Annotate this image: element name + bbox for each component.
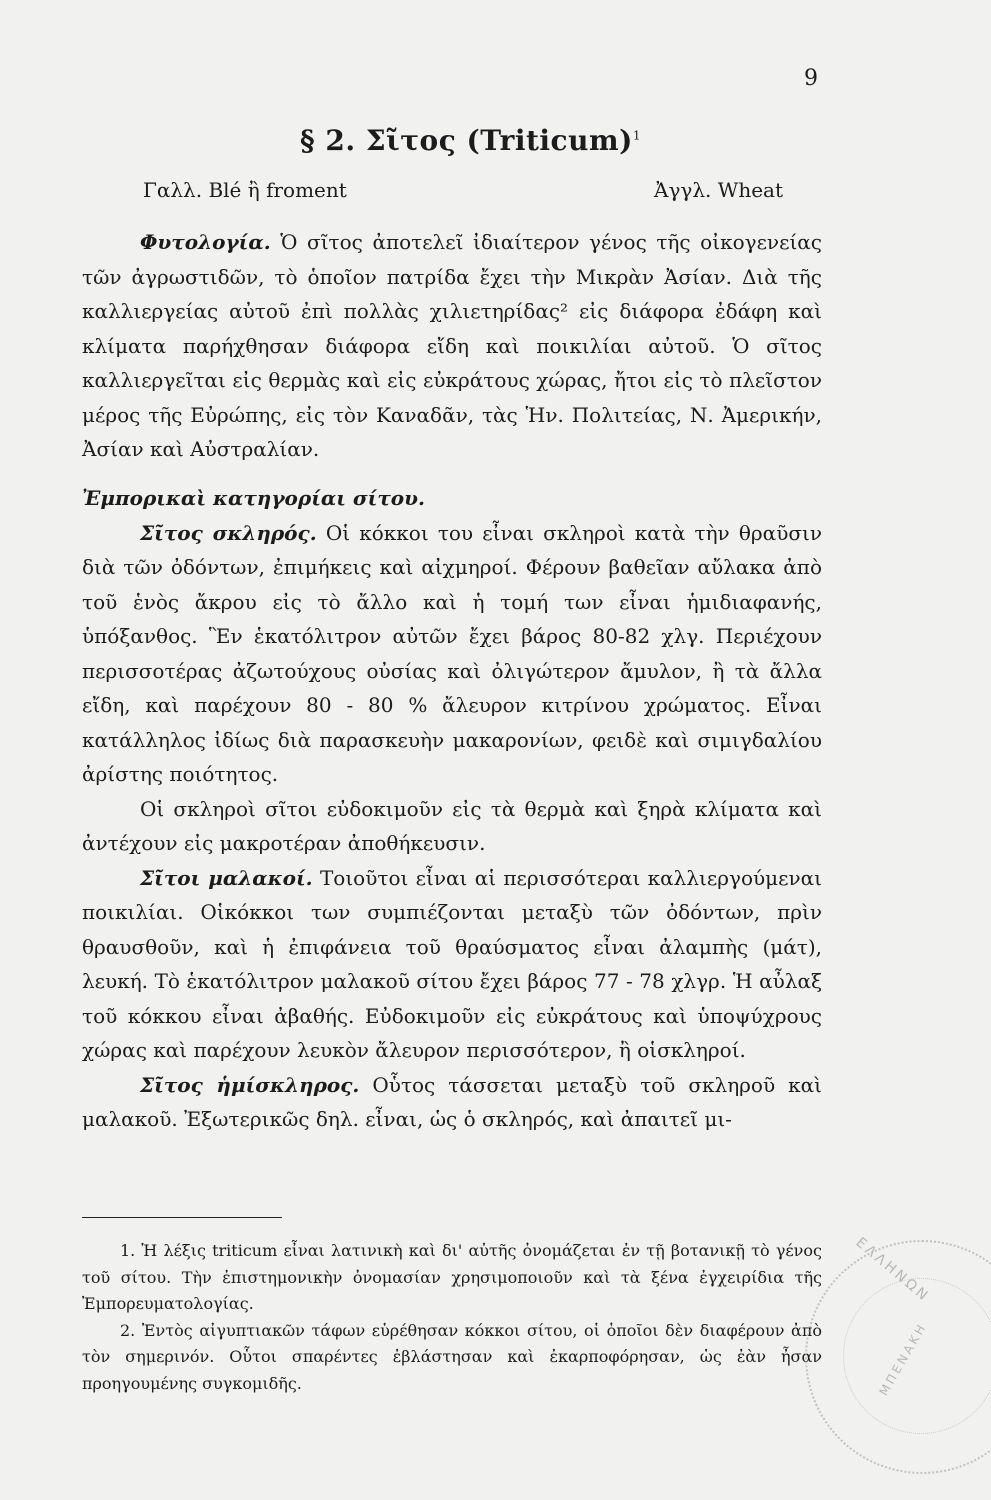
paragraph-text: Ὁ σῖτος ἀποτελεῖ ἰδιαίτερον γένος τῆς οἰκογενείας τῶν ἀγρωστιδῶν, τὸ ὁποῖον πατρίδα ἔχει τὴν Μικρὰν Ἀσίαν. Διὰ τῆς καλλιεργείας αὐτοῦ ἐπὶ πολλὰς χιλιετηρίδας² εἰς διάφορα ἐδάφη καὶ κλίματα παρήχθησαν διάφορα εἴδη καὶ ποικιλίαι αὐτοῦ. Ὁ σῖτος καλλιεργεῖται εἰς θερμὰς καὶ εἰς εὐκράτους χώρας, ἤτοι εἰς τὸ πλεῖστον μέρος τῆς Εὐρώπης, εἰς τὸν Καναδᾶν, τὰς Ἡν. Πολιτείας, Ν. Ἀμερικήν, Ἀσίαν καὶ Αὐστραλίαν. bbox=[82, 230, 822, 461]
paragraph-text: Οἱ κόκκοι του εἶναι σκληροὶ κατὰ τὴν θραῦσιν διὰ τῶν ὀδόντων, ἐπιμήκεις καὶ αἰχμηροί. Φέρουν βαθεῖαν αὔλακα ἀπὸ τοῦ ἑνὸς ἄκρου εἰς τὸ ἄλλο καὶ ἡ τομή των εἶναι ἡμιδιαφανής, ὑπόξανθος. Ἓν ἑκατόλιτρον αὐτῶν ἔχει βάρος 80-82 χλγ. Περιέχουν περισσοτέρας ἀζωτούχους οὐσίας καὶ ὀλιγώτερον ἄμυλον, ἢ τὰ ἄλλα εἴδη, καὶ παρέχουν 80 - 80 % ἄλευρον κιτρίνου χρώματος. Εἶναι κατάλληλος ἰδίως διὰ παρασκευὴν μακαρονίων, φειδὲ καὶ σιμιγδαλίου ἀρίστης ποιότητος. bbox=[82, 520, 822, 786]
section-heading-title: § 2. Σῖτος (Triticum) bbox=[300, 124, 633, 157]
footnote-1: 1. Ἡ λέξις triticum εἶναι λατινικὴ καὶ δι' αὐτῆς ὀνομάζεται ἐν τῇ βοτανικῇ τὸ γένος τοῦ σίτου. Τὴν ἐπιστημονικὴν ὀνομασίαν χρησιμοποιοῦν καὶ τὰ ξένα ἐγχειρίδια τῆς Ἐμπορευματολογίας. bbox=[82, 1241, 822, 1313]
stamp-lettering-top: ΕΛΛΗΝΩΝ bbox=[852, 1234, 933, 1306]
english-name: Ἀγγλ. Wheat bbox=[654, 178, 783, 202]
footnote-divider bbox=[82, 1217, 282, 1218]
page-number: 9 bbox=[804, 66, 818, 91]
footnote-2: 2. Ἐντὸς αἰγυπτιακῶν τάφων εὑρέθησαν κόκκοι σίτου, οἱ ὁποῖοι δὲν διαφέρουν ἀπὸ τὸν σημερινόν. Οὗτοι σπαρέντες ἐβλάστησαν καὶ ἐκαρποφόρησαν, ὡς ἐὰν ἦσαν προηγουμένης συγκομιδῆς. bbox=[82, 1320, 822, 1393]
french-name: Γαλλ. Blé ἢ froment bbox=[143, 178, 347, 202]
hard-wheat-paragraph bbox=[82, 516, 822, 792]
categories-block bbox=[82, 481, 822, 1137]
paragraph-label: Σῖτος σκληρός. bbox=[140, 520, 317, 545]
stamp-lettering-side: ΜΠΕΝΑΚΗ bbox=[876, 1319, 930, 1399]
library-stamp bbox=[805, 1234, 991, 1474]
paragraph-label: Σῖτος ἡμίσκληρος. bbox=[140, 1072, 360, 1097]
paragraph-label: Φυτολογία. bbox=[140, 230, 271, 254]
footnotes bbox=[82, 1238, 822, 1397]
paragraph-text: Οὗτος τάσσεται μεταξὺ τοῦ σκληροῦ καὶ μαλακοῦ. Ἐξωτερικῶς δηλ. εἶναι, ὡς ὁ σκληρός, καὶ ἀπαιτεῖ μι- bbox=[82, 1072, 823, 1131]
section-heading bbox=[300, 124, 641, 157]
paragraph-text: Τοιοῦτοι εἶναι αἱ περισσότεραι καλλιεργούμεναι ποικιλίαι. Οἱκόκκοι των συμπιέζονται μεταξὺ τῶν ὀδόντων, πρὶν θραυσθοῦν, καὶ ἡ ἐπιφάνεια τοῦ θραύσματος εἶναι ἀλαμπὴς (μάτ), λευκή. Τὸ ἑκατόλιτρον μαλακοῦ σίτου ἔχει βάρος 77 - 78 χλγρ. Ἡ αὖλαξ τοῦ κόκκου εἶναι ἀβαθής. Εὐδοκιμοῦν εἰς εὐκράτους καὶ ὑποψύχρους χώρας καὶ παρέχουν λευκὸν ἄλευρον περισσότερον, ἢ οἱσκληροί. bbox=[82, 865, 823, 1062]
paragraph-label: Σῖτοι μαλακοί. bbox=[140, 865, 313, 890]
body-text bbox=[82, 225, 822, 467]
categories-title: Ἐμπορικαὶ κατηγορίαι σίτου. bbox=[82, 486, 425, 510]
semi-hard-wheat-paragraph bbox=[82, 1068, 822, 1137]
hard-wheat-note: Οἱ σκληροὶ σῖτοι εὐδοκιμοῦν εἰς τὰ θερμὰ καὶ ξηρὰ κλίματα καὶ ἀντέχουν εἰς μακροτέραν ἀποθήκευσιν. bbox=[82, 796, 822, 855]
footnote-marker: 1 bbox=[632, 128, 641, 143]
botany-paragraph bbox=[82, 225, 822, 467]
soft-wheat-paragraph bbox=[82, 861, 822, 1068]
